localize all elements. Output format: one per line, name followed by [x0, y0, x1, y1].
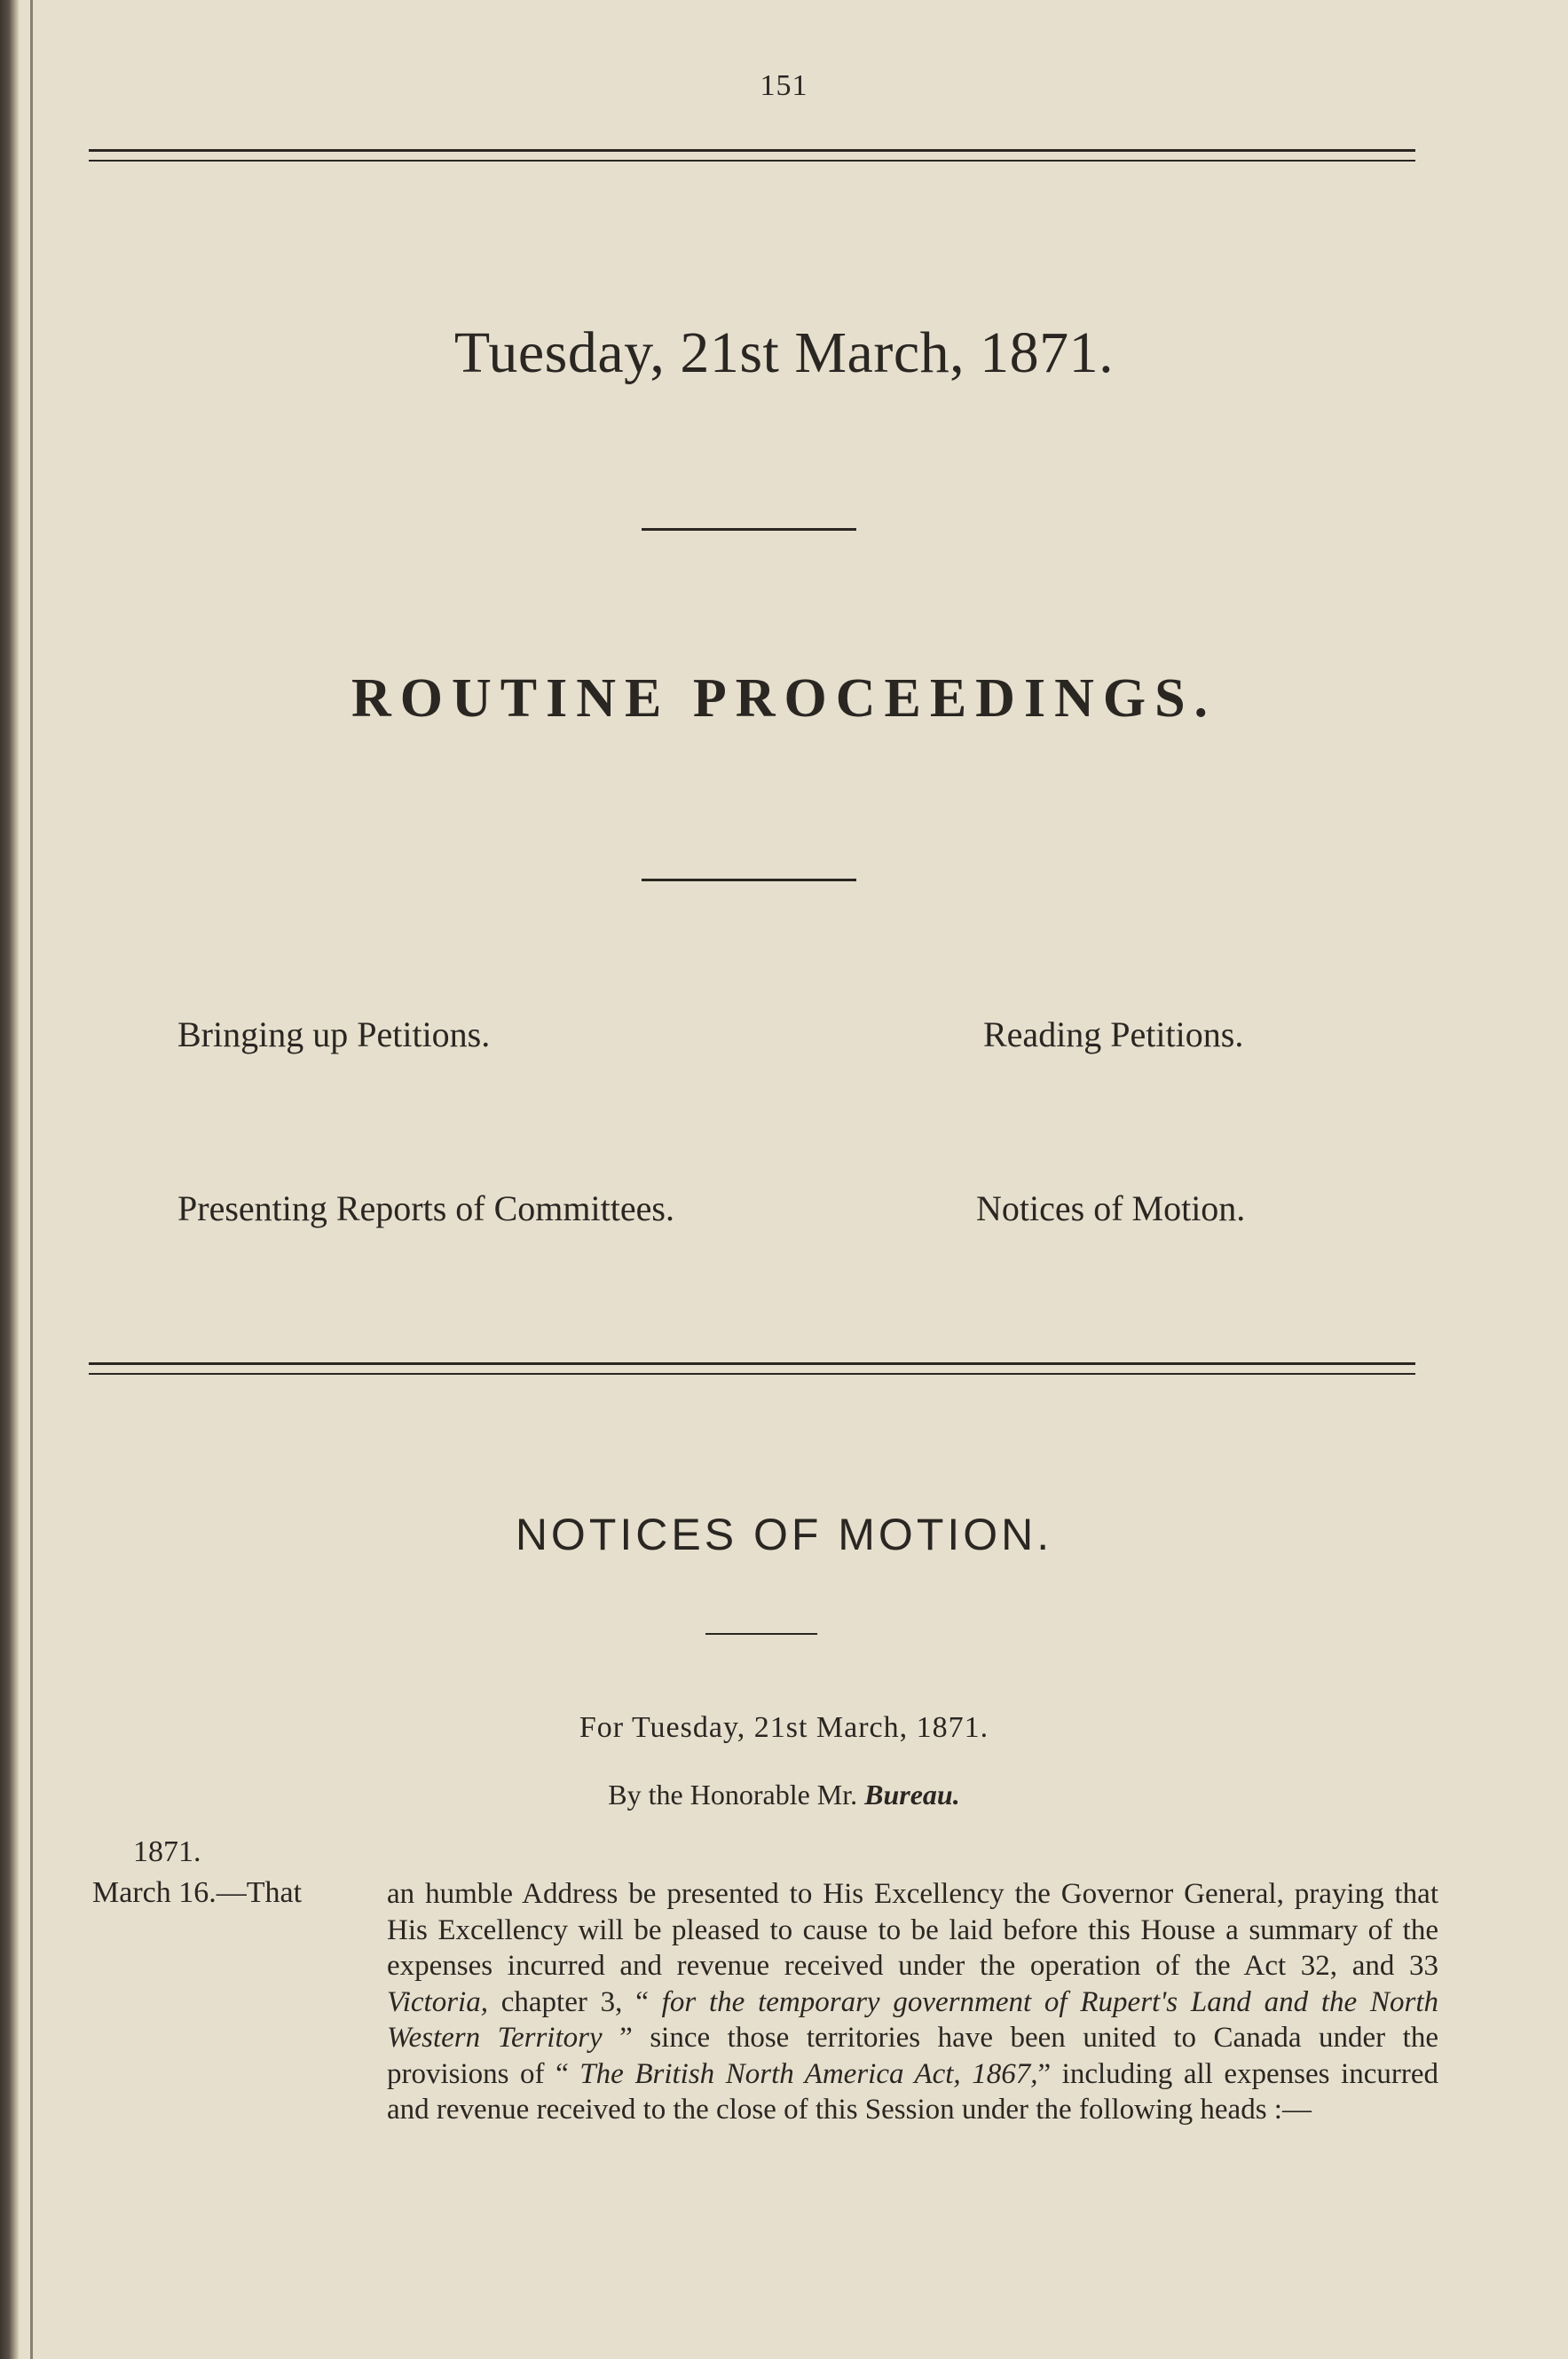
proceeding-reading-petitions: Reading Petitions.	[983, 1014, 1244, 1054]
title-divider	[642, 528, 856, 531]
motion-text	[387, 1876, 1438, 2128]
motion-date-lead: March 16.—That	[92, 1876, 303, 1909]
motion-year: 1871.	[133, 1835, 201, 1868]
mover-prefix: By the Honorable Mr.	[608, 1779, 858, 1811]
header-double-rule	[89, 149, 1415, 162]
page-number: 151	[760, 69, 808, 102]
motion-text-part: an humble Address be presented to His Excellency the Governor General, praying that His Excellency will be pleased to cause to be laid before this House a summary of the expenses incurred and revenue received under the operation of the Act 32, and 33	[387, 1878, 1438, 1982]
routine-proceedings-heading: ROUTINE PROCEEDINGS.	[351, 668, 1217, 729]
mover-name: Bureau.	[864, 1779, 960, 1811]
motion-text-part: ” including all expenses incurred and revenue received to the close of this Session under the following heads :—	[387, 2057, 1438, 2126]
motion-text-part: ” since those territories have been united to Canada under the provisions of “	[387, 2022, 1438, 2090]
notices-of-motion-heading: NOTICES OF MOTION.	[515, 1510, 1053, 1559]
notices-divider	[705, 1633, 817, 1635]
date-title: Tuesday, 21st March, 1871.	[453, 320, 1115, 385]
proceeding-presenting-reports: Presenting Reports of Committees.	[177, 1188, 674, 1228]
mover-line	[0, 1779, 1568, 1811]
motion-italic-bna-act: The British North America Act, 1867,	[579, 2057, 1038, 2090]
motion-italic-victoria: Victoria,	[387, 1985, 488, 2018]
notice-date-line: For Tuesday, 21st March, 1871.	[579, 1711, 989, 1744]
section-double-rule	[89, 1362, 1415, 1375]
routine-divider	[642, 879, 856, 881]
motion-text-part: chapter 3, “	[487, 1985, 662, 2018]
motion-italic-act-title: for the temporary government of Rupert's Land and the North Western Territory	[387, 1985, 1439, 2054]
proceeding-notices-of-motion: Notices of Motion.	[976, 1188, 1246, 1228]
proceeding-bringing-up-petitions: Bringing up Petitions.	[177, 1014, 491, 1054]
